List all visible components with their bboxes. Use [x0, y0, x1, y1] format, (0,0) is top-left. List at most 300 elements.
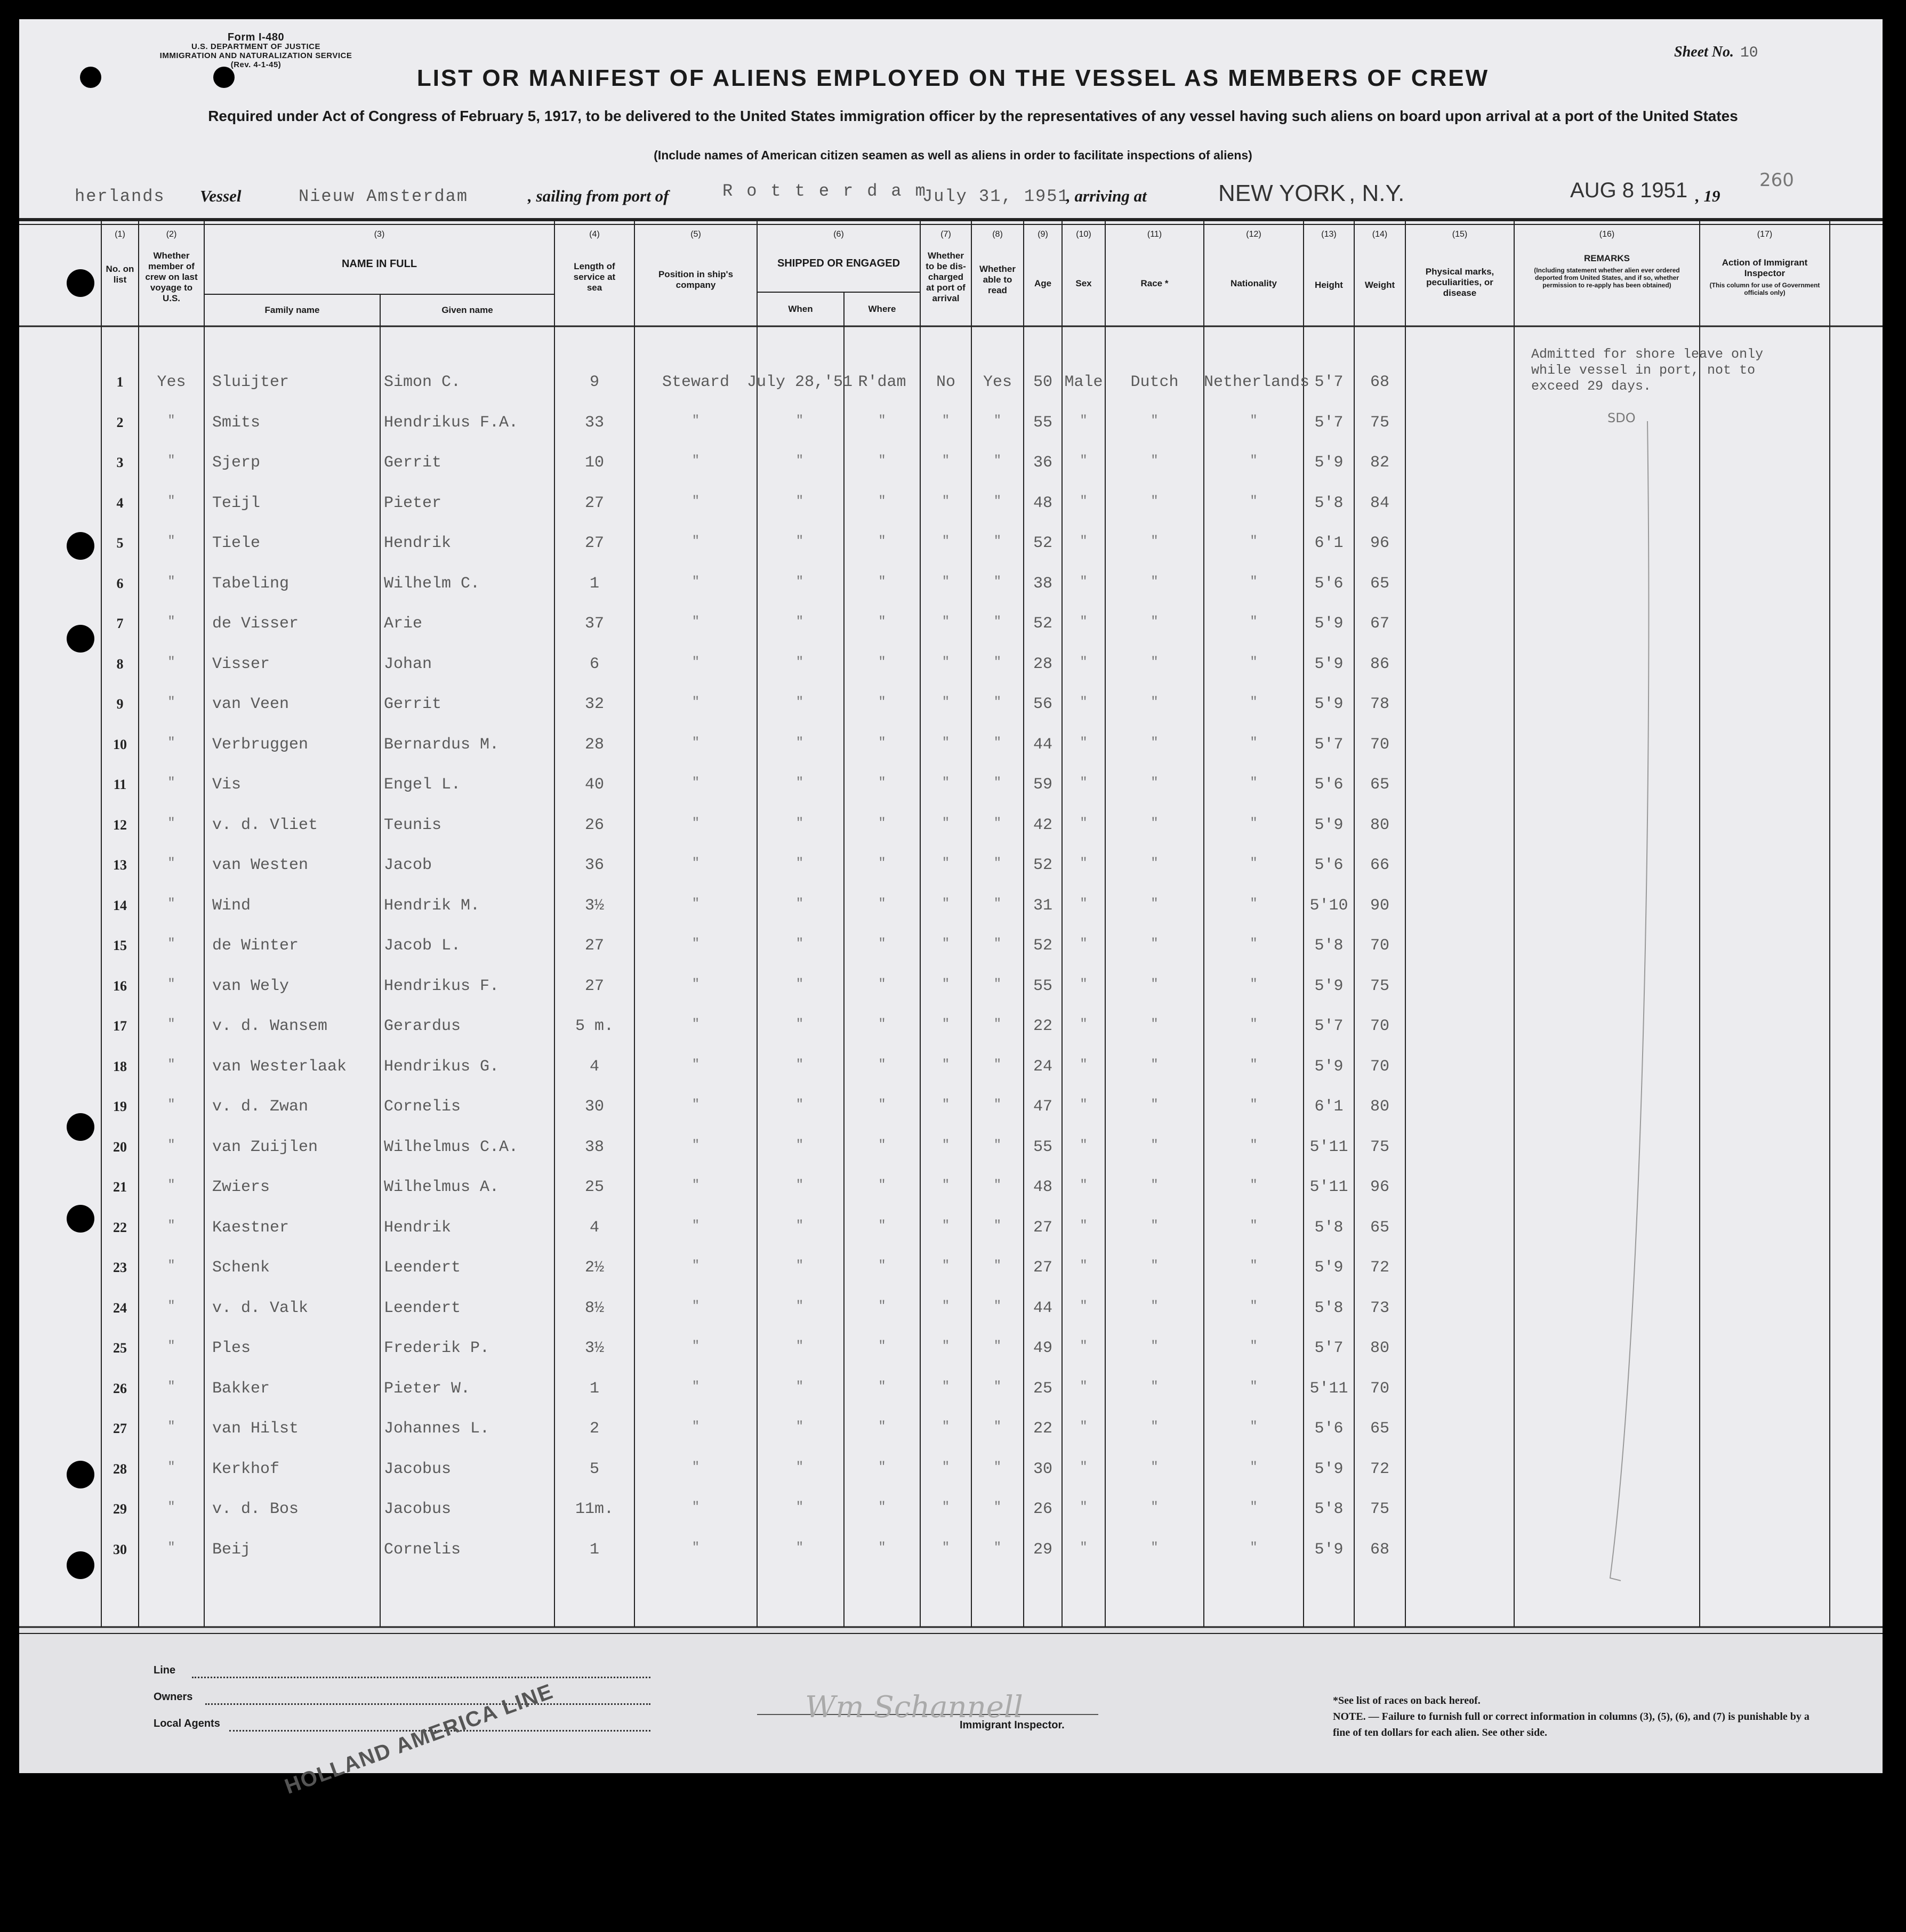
- sex-cell: ": [1080, 1259, 1088, 1273]
- row-number: 2: [116, 414, 124, 430]
- service-cell: 1: [589, 574, 599, 593]
- height-cell: 5'11: [1309, 1138, 1348, 1156]
- row-number: 26: [113, 1380, 127, 1396]
- sex-cell: ": [1080, 977, 1088, 992]
- race-cell: ": [1151, 494, 1159, 509]
- able-to-read-cell: ": [993, 937, 1002, 951]
- family-name-cell: Zwiers: [212, 1178, 270, 1196]
- service-cell: 8½: [584, 1299, 604, 1317]
- weight-cell: 70: [1370, 1017, 1389, 1035]
- given-name-cell: Jacob L.: [384, 937, 461, 955]
- col-header-nationality: Nationality: [1231, 278, 1277, 288]
- service-cell: 1: [589, 1379, 599, 1398]
- sex-cell: Male: [1064, 373, 1103, 391]
- able-to-read-cell: ": [993, 574, 1002, 589]
- col-num-17: (17): [1757, 230, 1773, 239]
- engaged-when-cell: ": [795, 1339, 804, 1354]
- given-name-cell: Hendrik: [384, 534, 452, 552]
- family-name-cell: Kaestner: [212, 1218, 289, 1237]
- subtitle-note: (Include names of American citizen seamen as well as aliens in order to facilitate inspections of aliens): [654, 148, 1252, 162]
- family-name-cell: v. d. Wansem: [212, 1017, 328, 1035]
- position-cell: ": [691, 816, 700, 831]
- position-cell: ": [691, 1540, 700, 1555]
- weight-cell: 67: [1370, 615, 1389, 633]
- previous-voyage-cell: ": [167, 1218, 175, 1233]
- service-cell: 33: [584, 413, 604, 432]
- race-cell: ": [1151, 776, 1159, 790]
- previous-voyage-cell: ": [167, 1259, 175, 1273]
- row-number: 13: [113, 857, 127, 873]
- discharged-cell: ": [942, 1098, 950, 1112]
- race-cell: ": [1151, 856, 1159, 871]
- row-number: 10: [113, 736, 127, 752]
- nationality-cell: ": [1250, 494, 1258, 509]
- nationality-cell: ": [1250, 454, 1258, 468]
- engaged-when-cell: ": [795, 1098, 804, 1112]
- age-cell: 30: [1033, 1460, 1052, 1478]
- arrival-date: AUG 8 1951: [1570, 179, 1688, 202]
- position-cell: ": [691, 413, 700, 428]
- able-to-read-cell: ": [993, 856, 1002, 871]
- weight-cell: 80: [1370, 1339, 1389, 1357]
- previous-voyage-cell: ": [167, 1138, 175, 1153]
- nationality-cell: ": [1250, 1017, 1258, 1032]
- given-name-cell: Jacobus: [384, 1500, 452, 1518]
- discharged-cell: ": [942, 1057, 950, 1072]
- given-name-cell: Arie: [384, 615, 423, 633]
- row-number: 24: [113, 1300, 127, 1316]
- nationality-cell: ": [1250, 1299, 1258, 1314]
- race-cell: ": [1151, 1138, 1159, 1153]
- position-cell: ": [691, 1057, 700, 1072]
- weight-cell: 70: [1370, 1057, 1389, 1076]
- discharged-cell: ": [942, 494, 950, 509]
- previous-voyage-cell: ": [167, 1299, 175, 1314]
- sheet-value: 10: [1740, 45, 1758, 61]
- previous-voyage-cell: ": [167, 534, 175, 549]
- race-cell: ": [1151, 1460, 1159, 1475]
- previous-voyage-cell: Yes: [157, 373, 186, 391]
- weight-cell: 70: [1370, 937, 1389, 955]
- owners-rule: [205, 1703, 650, 1705]
- race-cell: ": [1151, 896, 1159, 911]
- age-cell: 42: [1033, 816, 1052, 834]
- remarks-text: Admitted for shore leave only while vessel in port, not to exceed 29 days.: [1531, 347, 1764, 394]
- row-number: 14: [113, 897, 127, 913]
- height-cell: 5'8: [1314, 1218, 1344, 1237]
- nationality-cell: ": [1250, 695, 1258, 710]
- discharged-cell: ": [942, 534, 950, 549]
- col-header-height: Height: [1315, 280, 1343, 290]
- weight-cell: 65: [1370, 1420, 1389, 1438]
- position-cell: ": [691, 494, 700, 509]
- col-header-service: Length of service at sea: [573, 261, 616, 293]
- position-cell: ": [691, 1098, 700, 1112]
- given-name-cell: Frederik P.: [384, 1339, 490, 1357]
- given-name-cell: Bernardus M.: [384, 735, 500, 754]
- col-header-read: Whether able to read: [979, 264, 1016, 295]
- able-to-read-cell: ": [993, 735, 1002, 750]
- engaged-when-cell: ": [795, 977, 804, 992]
- race-cell: ": [1151, 574, 1159, 589]
- sex-cell: ": [1080, 413, 1088, 428]
- family-name-cell: van Westerlaak: [212, 1057, 347, 1076]
- col-header-no: No. on list: [106, 264, 134, 285]
- height-cell: 5'9: [1314, 1057, 1344, 1076]
- discharged-cell: ": [942, 655, 950, 670]
- service-cell: 1: [589, 1540, 599, 1559]
- engaged-when-cell: ": [795, 1218, 804, 1233]
- position-cell: ": [691, 1460, 700, 1475]
- sex-cell: ": [1080, 816, 1088, 831]
- height-cell: 6'1: [1314, 1098, 1344, 1116]
- discharged-cell: ": [942, 413, 950, 428]
- previous-voyage-cell: ": [167, 937, 175, 951]
- footer-note: [1333, 1693, 1813, 1741]
- row-number: 22: [113, 1219, 127, 1235]
- position-cell: ": [691, 615, 700, 629]
- engaged-where-cell: ": [878, 1057, 886, 1072]
- service-cell: 2½: [584, 1259, 604, 1277]
- engaged-when-cell: ": [795, 735, 804, 750]
- engaged-where-cell: ": [878, 816, 886, 831]
- able-to-read-cell: Yes: [983, 373, 1012, 391]
- family-name-cell: Bakker: [212, 1379, 270, 1398]
- races-note: *See list of races on back hereof.: [1333, 1695, 1481, 1706]
- given-name-cell: Hendrikus G.: [384, 1057, 500, 1076]
- engaged-where-cell: ": [878, 896, 886, 911]
- col-num-7: (7): [940, 230, 951, 239]
- position-cell: ": [691, 574, 700, 589]
- race-cell: ": [1151, 1299, 1159, 1314]
- family-name-cell: van Veen: [212, 695, 289, 713]
- engaged-where-cell: ": [878, 735, 886, 750]
- vessel-flag: herlands: [75, 187, 165, 206]
- given-name-cell: Hendrik M.: [384, 896, 480, 915]
- race-cell: ": [1151, 1017, 1159, 1032]
- discharged-cell: ": [942, 1460, 950, 1475]
- race-cell: ": [1151, 615, 1159, 629]
- weight-cell: 75: [1370, 1138, 1389, 1156]
- height-cell: 5'9: [1314, 1259, 1344, 1277]
- previous-voyage-cell: ": [167, 574, 175, 589]
- sex-cell: ": [1080, 534, 1088, 549]
- weight-cell: 72: [1370, 1460, 1389, 1478]
- engaged-when-cell: ": [795, 1057, 804, 1072]
- sex-cell: ": [1080, 574, 1088, 589]
- holland-america-line-stamp: HOLLAND AMERICA LINE: [282, 1679, 557, 1799]
- position-cell: ": [691, 655, 700, 670]
- given-name-cell: Johannes L.: [384, 1420, 490, 1438]
- footer-owners-label: Owners: [154, 1691, 193, 1703]
- height-cell: 5'11: [1309, 1178, 1348, 1196]
- row-number: 27: [113, 1421, 127, 1436]
- age-cell: 44: [1033, 1299, 1052, 1317]
- able-to-read-cell: ": [993, 896, 1002, 911]
- family-name-cell: de Visser: [212, 615, 299, 633]
- height-cell: 5'7: [1314, 413, 1344, 432]
- col-header-race: Race *: [1140, 278, 1169, 288]
- row-number: 17: [113, 1018, 127, 1034]
- age-cell: 52: [1033, 937, 1052, 955]
- able-to-read-cell: ": [993, 1379, 1002, 1394]
- age-cell: 38: [1033, 574, 1052, 593]
- sailing-date: July 31, 1951: [922, 187, 1069, 206]
- sex-cell: ": [1080, 494, 1088, 509]
- service-cell: 4: [589, 1218, 599, 1237]
- engaged-when-cell: ": [795, 1017, 804, 1032]
- given-name-cell: Cornelis: [384, 1540, 461, 1559]
- col-header-given-name: Given name: [441, 305, 493, 315]
- race-cell: ": [1151, 1057, 1159, 1072]
- service-cell: 27: [584, 937, 604, 955]
- nationality-cell: ": [1250, 856, 1258, 871]
- service-cell: 37: [584, 615, 604, 633]
- revision: (Rev. 4-1-45): [230, 60, 282, 69]
- nationality-cell: ": [1250, 937, 1258, 951]
- engaged-where-cell: ": [878, 1098, 886, 1112]
- discharged-cell: ": [942, 574, 950, 589]
- arrival-state: , N.Y.: [1349, 180, 1405, 206]
- age-cell: 29: [1033, 1540, 1052, 1559]
- year-label: , 19: [1695, 187, 1720, 205]
- given-name-cell: Jacobus: [384, 1460, 452, 1478]
- family-name-cell: v. d. Vliet: [212, 816, 318, 834]
- age-cell: 25: [1033, 1379, 1052, 1398]
- nationality-cell: ": [1250, 413, 1258, 428]
- height-cell: 5'8: [1314, 1500, 1344, 1518]
- family-name-cell: Sjerp: [212, 454, 261, 472]
- given-name-cell: Simon C.: [384, 373, 461, 391]
- engaged-when-cell: ": [795, 413, 804, 428]
- weight-cell: 68: [1370, 373, 1389, 391]
- engaged-when-cell: ": [795, 1178, 804, 1193]
- given-name-cell: Hendrikus F.A.: [384, 413, 519, 432]
- engaged-when-cell: ": [795, 1420, 804, 1434]
- able-to-read-cell: ": [993, 1460, 1002, 1475]
- family-name-cell: Kerkhof: [212, 1460, 280, 1478]
- position-cell: ": [691, 776, 700, 790]
- race-cell: ": [1151, 1339, 1159, 1354]
- row-number: 8: [116, 656, 124, 672]
- engaged-when-cell: ": [795, 494, 804, 509]
- sex-cell: ": [1080, 1218, 1088, 1233]
- engaged-where-cell: ": [878, 1218, 886, 1233]
- col-num-14: (14): [1372, 230, 1388, 239]
- previous-voyage-cell: ": [167, 1098, 175, 1112]
- position-cell: ": [691, 1259, 700, 1273]
- position-cell: ": [691, 1138, 700, 1153]
- row-number: 28: [113, 1461, 127, 1477]
- able-to-read-cell: ": [993, 454, 1002, 468]
- race-cell: ": [1151, 1178, 1159, 1193]
- row-number: 21: [113, 1179, 127, 1195]
- given-name-cell: Wilhelm C.: [384, 574, 480, 593]
- height-cell: 5'8: [1314, 494, 1344, 512]
- weight-cell: 90: [1370, 896, 1389, 915]
- nationality-cell: ": [1250, 977, 1258, 992]
- inspector-label: Immigrant Inspector.: [960, 1719, 1065, 1731]
- able-to-read-cell: ": [993, 1420, 1002, 1434]
- col-header-remarks-note: (Including statement whether alien ever ordered deported from United States, and if so, whether permission to re-apply has been obtained): [1534, 267, 1680, 289]
- service-cell: 30: [584, 1098, 604, 1116]
- discharged-cell: ": [942, 1339, 950, 1354]
- previous-voyage-cell: ": [167, 856, 175, 871]
- height-cell: 5'7: [1314, 1339, 1344, 1357]
- position-cell: ": [691, 1420, 700, 1434]
- previous-voyage-cell: ": [167, 494, 175, 509]
- given-name-cell: Hendrikus F.: [384, 977, 500, 995]
- sex-cell: ": [1080, 856, 1088, 871]
- page-title: LIST OR MANIFEST OF ALIENS EMPLOYED ON THE VESSEL AS MEMBERS OF CREW: [416, 65, 1490, 91]
- previous-voyage-cell: ": [167, 1017, 175, 1032]
- col-num-12: (12): [1246, 230, 1261, 239]
- able-to-read-cell: ": [993, 776, 1002, 790]
- weight-cell: 96: [1370, 1178, 1389, 1196]
- engaged-where-cell: ": [878, 1500, 886, 1515]
- row-number: 6: [116, 575, 124, 591]
- col-num-8: (8): [992, 230, 1003, 239]
- race-cell: ": [1151, 1420, 1159, 1434]
- col-num-15: (15): [1452, 230, 1468, 239]
- given-name-cell: Pieter: [384, 494, 442, 512]
- family-name-cell: van Wely: [212, 977, 289, 995]
- engaged-when-cell: ": [795, 1500, 804, 1515]
- engaged-when-cell: ": [795, 776, 804, 790]
- weight-cell: 68: [1370, 1540, 1389, 1559]
- given-name-cell: Wilhelmus A.: [384, 1178, 500, 1196]
- given-name-cell: Leendert: [384, 1259, 461, 1277]
- footer-line-label: Line: [154, 1664, 176, 1676]
- race-cell: ": [1151, 1259, 1159, 1273]
- nationality-cell: ": [1250, 1420, 1258, 1434]
- sex-cell: ": [1080, 695, 1088, 710]
- weight-cell: 65: [1370, 1218, 1389, 1237]
- engaged-where-cell: ": [878, 574, 886, 589]
- arrival-port: NEW YORK: [1218, 180, 1346, 206]
- col-header-discharged: Whether to be dis-charged at port of arrival: [926, 251, 966, 303]
- sex-cell: ": [1080, 1339, 1088, 1354]
- weight-cell: 86: [1370, 655, 1389, 673]
- engaged-when-cell: ": [795, 1379, 804, 1394]
- able-to-read-cell: ": [993, 1500, 1002, 1515]
- given-name-cell: Johan: [384, 655, 432, 673]
- service-cell: 32: [584, 695, 604, 713]
- able-to-read-cell: ": [993, 1339, 1002, 1354]
- stamp-number: 260: [1759, 170, 1794, 191]
- col-header-weight: Weight: [1364, 280, 1395, 290]
- family-name-cell: Vis: [212, 776, 242, 794]
- engaged-where-cell: ": [878, 534, 886, 549]
- race-cell: ": [1151, 816, 1159, 831]
- row-number: 1: [116, 374, 124, 390]
- race-cell: ": [1151, 977, 1159, 992]
- previous-voyage-cell: ": [167, 776, 175, 790]
- race-cell: ": [1151, 1379, 1159, 1394]
- col-header-where: Where: [868, 304, 896, 314]
- sex-cell: ": [1080, 1420, 1088, 1434]
- discharged-cell: ": [942, 776, 950, 790]
- age-cell: 22: [1033, 1017, 1052, 1035]
- weight-cell: 78: [1370, 695, 1389, 713]
- engaged-where-cell: ": [878, 1138, 886, 1153]
- engaged-when-cell: ": [795, 655, 804, 670]
- age-cell: 56: [1033, 695, 1052, 713]
- row-number: 11: [113, 777, 127, 792]
- engaged-where-cell: R'dam: [858, 373, 906, 391]
- weight-cell: 82: [1370, 454, 1389, 472]
- discharged-cell: ": [942, 1500, 950, 1515]
- previous-voyage-cell: ": [167, 1420, 175, 1434]
- nationality-cell: ": [1250, 776, 1258, 790]
- position-cell: ": [691, 534, 700, 549]
- col-num-4: (4): [589, 230, 600, 239]
- able-to-read-cell: ": [993, 1540, 1002, 1555]
- sex-cell: ": [1080, 776, 1088, 790]
- given-name-cell: Gerrit: [384, 695, 442, 713]
- engaged-where-cell: ": [878, 1379, 886, 1394]
- given-name-cell: Engel L.: [384, 776, 461, 794]
- weight-cell: 96: [1370, 534, 1389, 552]
- position-cell: ": [691, 1017, 700, 1032]
- height-cell: 5'10: [1309, 896, 1348, 915]
- position-cell: ": [691, 896, 700, 911]
- subtitle: Required under Act of Congress of February 5, 1917, to be delivered to the United States immigration officer by the representatives of any vessel having such aliens on board upon arrival at a port of the United States: [208, 108, 1738, 124]
- sex-cell: ": [1080, 1057, 1088, 1072]
- age-cell: 27: [1033, 1259, 1052, 1277]
- previous-voyage-cell: ": [167, 816, 175, 831]
- position-cell: ": [691, 1299, 700, 1314]
- age-cell: 52: [1033, 856, 1052, 874]
- age-cell: 22: [1033, 1420, 1052, 1438]
- family-name-cell: Smits: [212, 413, 261, 432]
- discharged-cell: ": [942, 1259, 950, 1273]
- family-name-cell: van Westen: [212, 856, 309, 874]
- family-name-cell: Sluijter: [212, 373, 289, 391]
- height-cell: 5'9: [1314, 454, 1344, 472]
- height-cell: 5'9: [1314, 695, 1344, 713]
- sex-cell: ": [1080, 1178, 1088, 1193]
- row-number: 19: [113, 1099, 127, 1114]
- able-to-read-cell: ": [993, 1299, 1002, 1314]
- given-name-cell: Wilhelmus C.A.: [384, 1138, 519, 1156]
- row-number: 7: [116, 616, 124, 631]
- position-cell: ": [691, 1218, 700, 1233]
- previous-voyage-cell: ": [167, 1460, 175, 1475]
- row-number: 4: [116, 495, 124, 511]
- sex-cell: ": [1080, 896, 1088, 911]
- age-cell: 27: [1033, 1218, 1052, 1237]
- given-name-cell: Pieter W.: [384, 1379, 471, 1398]
- weight-cell: 70: [1370, 1379, 1389, 1398]
- engaged-when-cell: ": [795, 937, 804, 951]
- able-to-read-cell: ": [993, 494, 1002, 509]
- discharged-cell: ": [942, 977, 950, 992]
- height-cell: 5'9: [1314, 615, 1344, 633]
- service-cell: 6: [589, 655, 599, 673]
- service-cell: 40: [584, 776, 604, 794]
- age-cell: 55: [1033, 977, 1052, 995]
- service-cell: 27: [584, 534, 604, 552]
- family-name-cell: v. d. Bos: [212, 1500, 299, 1518]
- nationality-cell: ": [1250, 816, 1258, 831]
- able-to-read-cell: ": [993, 1138, 1002, 1153]
- discharged-cell: ": [942, 856, 950, 871]
- nationality-cell: ": [1250, 1500, 1258, 1515]
- row-number: 16: [113, 978, 127, 994]
- service-cell: 5 m.: [575, 1017, 614, 1035]
- col-num-11: (11): [1147, 230, 1162, 239]
